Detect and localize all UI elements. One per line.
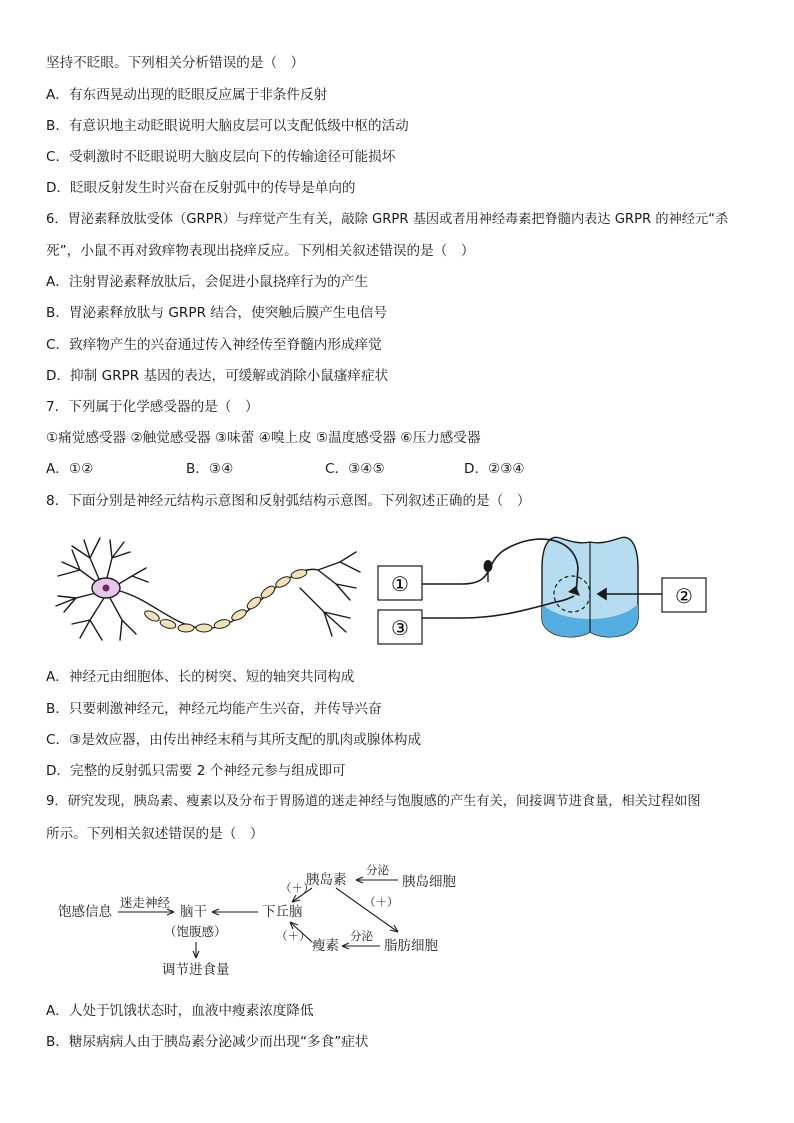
q5-option-d: D．眨眼反射发生时兴奋在反射弧中的传导是单向的	[46, 180, 356, 196]
q7-option-d: D．②③④	[464, 461, 525, 477]
reflex-arc-figure	[372, 528, 712, 653]
neuron-figure	[50, 528, 370, 648]
q9-stem-line1: 9．研究发现，胰岛素、瘦素以及分布于胃肠道的迷走神经与饱腹感的产生有关，间接调节进食量，相关过程如图	[46, 794, 701, 809]
q6-option-b: B．胃泌素释放肽与 GRPR 结合，使突触后膜产生电信号	[46, 305, 388, 321]
q8-option-b: B．只要刺激神经元，神经元均能产生兴奋，并传导兴奋	[46, 701, 382, 717]
fat-cells-text: 脂肪细胞	[384, 938, 438, 954]
plus-text-1: （＋）	[280, 881, 315, 895]
satiety-info-text: 饱感信息	[58, 904, 112, 920]
leptin-text: 瘦素	[312, 938, 339, 954]
plus-text-3: （＋）	[276, 929, 311, 943]
q6-option-c: C．致痒物产生的兴奋通过传入神经传至脊髓内形成痒觉	[46, 337, 382, 353]
label-1: ①	[391, 572, 409, 596]
insulin-text: 胰岛素	[306, 872, 347, 888]
q7-option-a: A．①②	[46, 461, 94, 477]
q9-option-b: B．糖尿病病人由于胰岛素分泌减少而出现“多食”症状	[46, 1034, 369, 1050]
label-3: ③	[391, 616, 409, 640]
islet-cells-text: 胰岛细胞	[402, 874, 456, 890]
q9-stem-line2: 所示。下列相关叙述错误的是（ ）	[46, 826, 264, 842]
brainstem-text: 脑干	[180, 904, 207, 920]
q5-option-c: C．受刺激时不眨眼说明大脑皮层向下的传输途径可能损坏	[46, 149, 396, 165]
regulate-text: 调节进食量	[162, 962, 230, 978]
q7-stem: 7．下列属于化学感受器的是（ ）	[46, 399, 259, 415]
q6-stem-line1: 6．胃泌素释放肽受体（GRPR）与痒觉产生有关，敲除 GRPR 基因或者用神经毒素把脊髓内表达 GRPR 的神经元“杀	[46, 212, 729, 227]
label-2: ②	[675, 584, 693, 608]
q5-option-a: A．有东西晃动出现的眨眼反应属于非条件反射	[46, 87, 328, 103]
secrete-text-1: 分泌	[366, 863, 389, 877]
hypothalamus-text: 下丘脑	[262, 904, 303, 920]
q7-items: ①痛觉感受器 ②触觉感受器 ③味蕾 ④嗅上皮 ⑤温度感受器 ⑥压力感受器	[46, 430, 481, 446]
q8-option-d: D．完整的反射弧只需要 2 个神经元参与组成即可	[46, 763, 346, 779]
q6-stem-line2: 死”，小鼠不再对致痒物表现出挠痒反应。下列相关叙述错误的是（ ）	[46, 243, 475, 259]
secrete-text-2: 分泌	[350, 929, 373, 943]
q7-option-c: C．③④⑤	[325, 461, 385, 477]
satiety-diagram	[50, 860, 470, 984]
plus-text-2: （＋）	[364, 895, 399, 909]
q5-option-b: B．有意识地主动眨眼说明大脑皮层可以支配低级中枢的活动	[46, 118, 409, 134]
q6-option-d: D．抑制 GRPR 基因的表达，可缓解或消除小鼠瘙痒症状	[46, 368, 389, 384]
q8-stem: 8．下面分别是神经元结构示意图和反射弧结构示意图。下列叙述正确的是（ ）	[46, 493, 531, 509]
q6-option-a: A．注射胃泌素释放肽后，会促进小鼠挠痒行为的产生	[46, 274, 368, 290]
q5-stem: 坚持不眨眼。下列相关分析错误的是（ ）	[46, 55, 305, 71]
q7-option-b: B．③④	[186, 461, 234, 477]
q8-option-c: C．③是效应器，由传出神经末稍与其所支配的肌肉或腺体构成	[46, 732, 422, 748]
vagus-text: 迷走神经	[120, 895, 171, 910]
q9-option-a: A．人处于饥饿状态时，血液中瘦素浓度降低	[46, 1003, 314, 1019]
fullness-text: （饱腹感）	[164, 924, 227, 939]
q7-options	[46, 460, 606, 478]
q8-option-a: A．神经元由细胞体、长的树突、短的轴突共同构成	[46, 669, 355, 685]
